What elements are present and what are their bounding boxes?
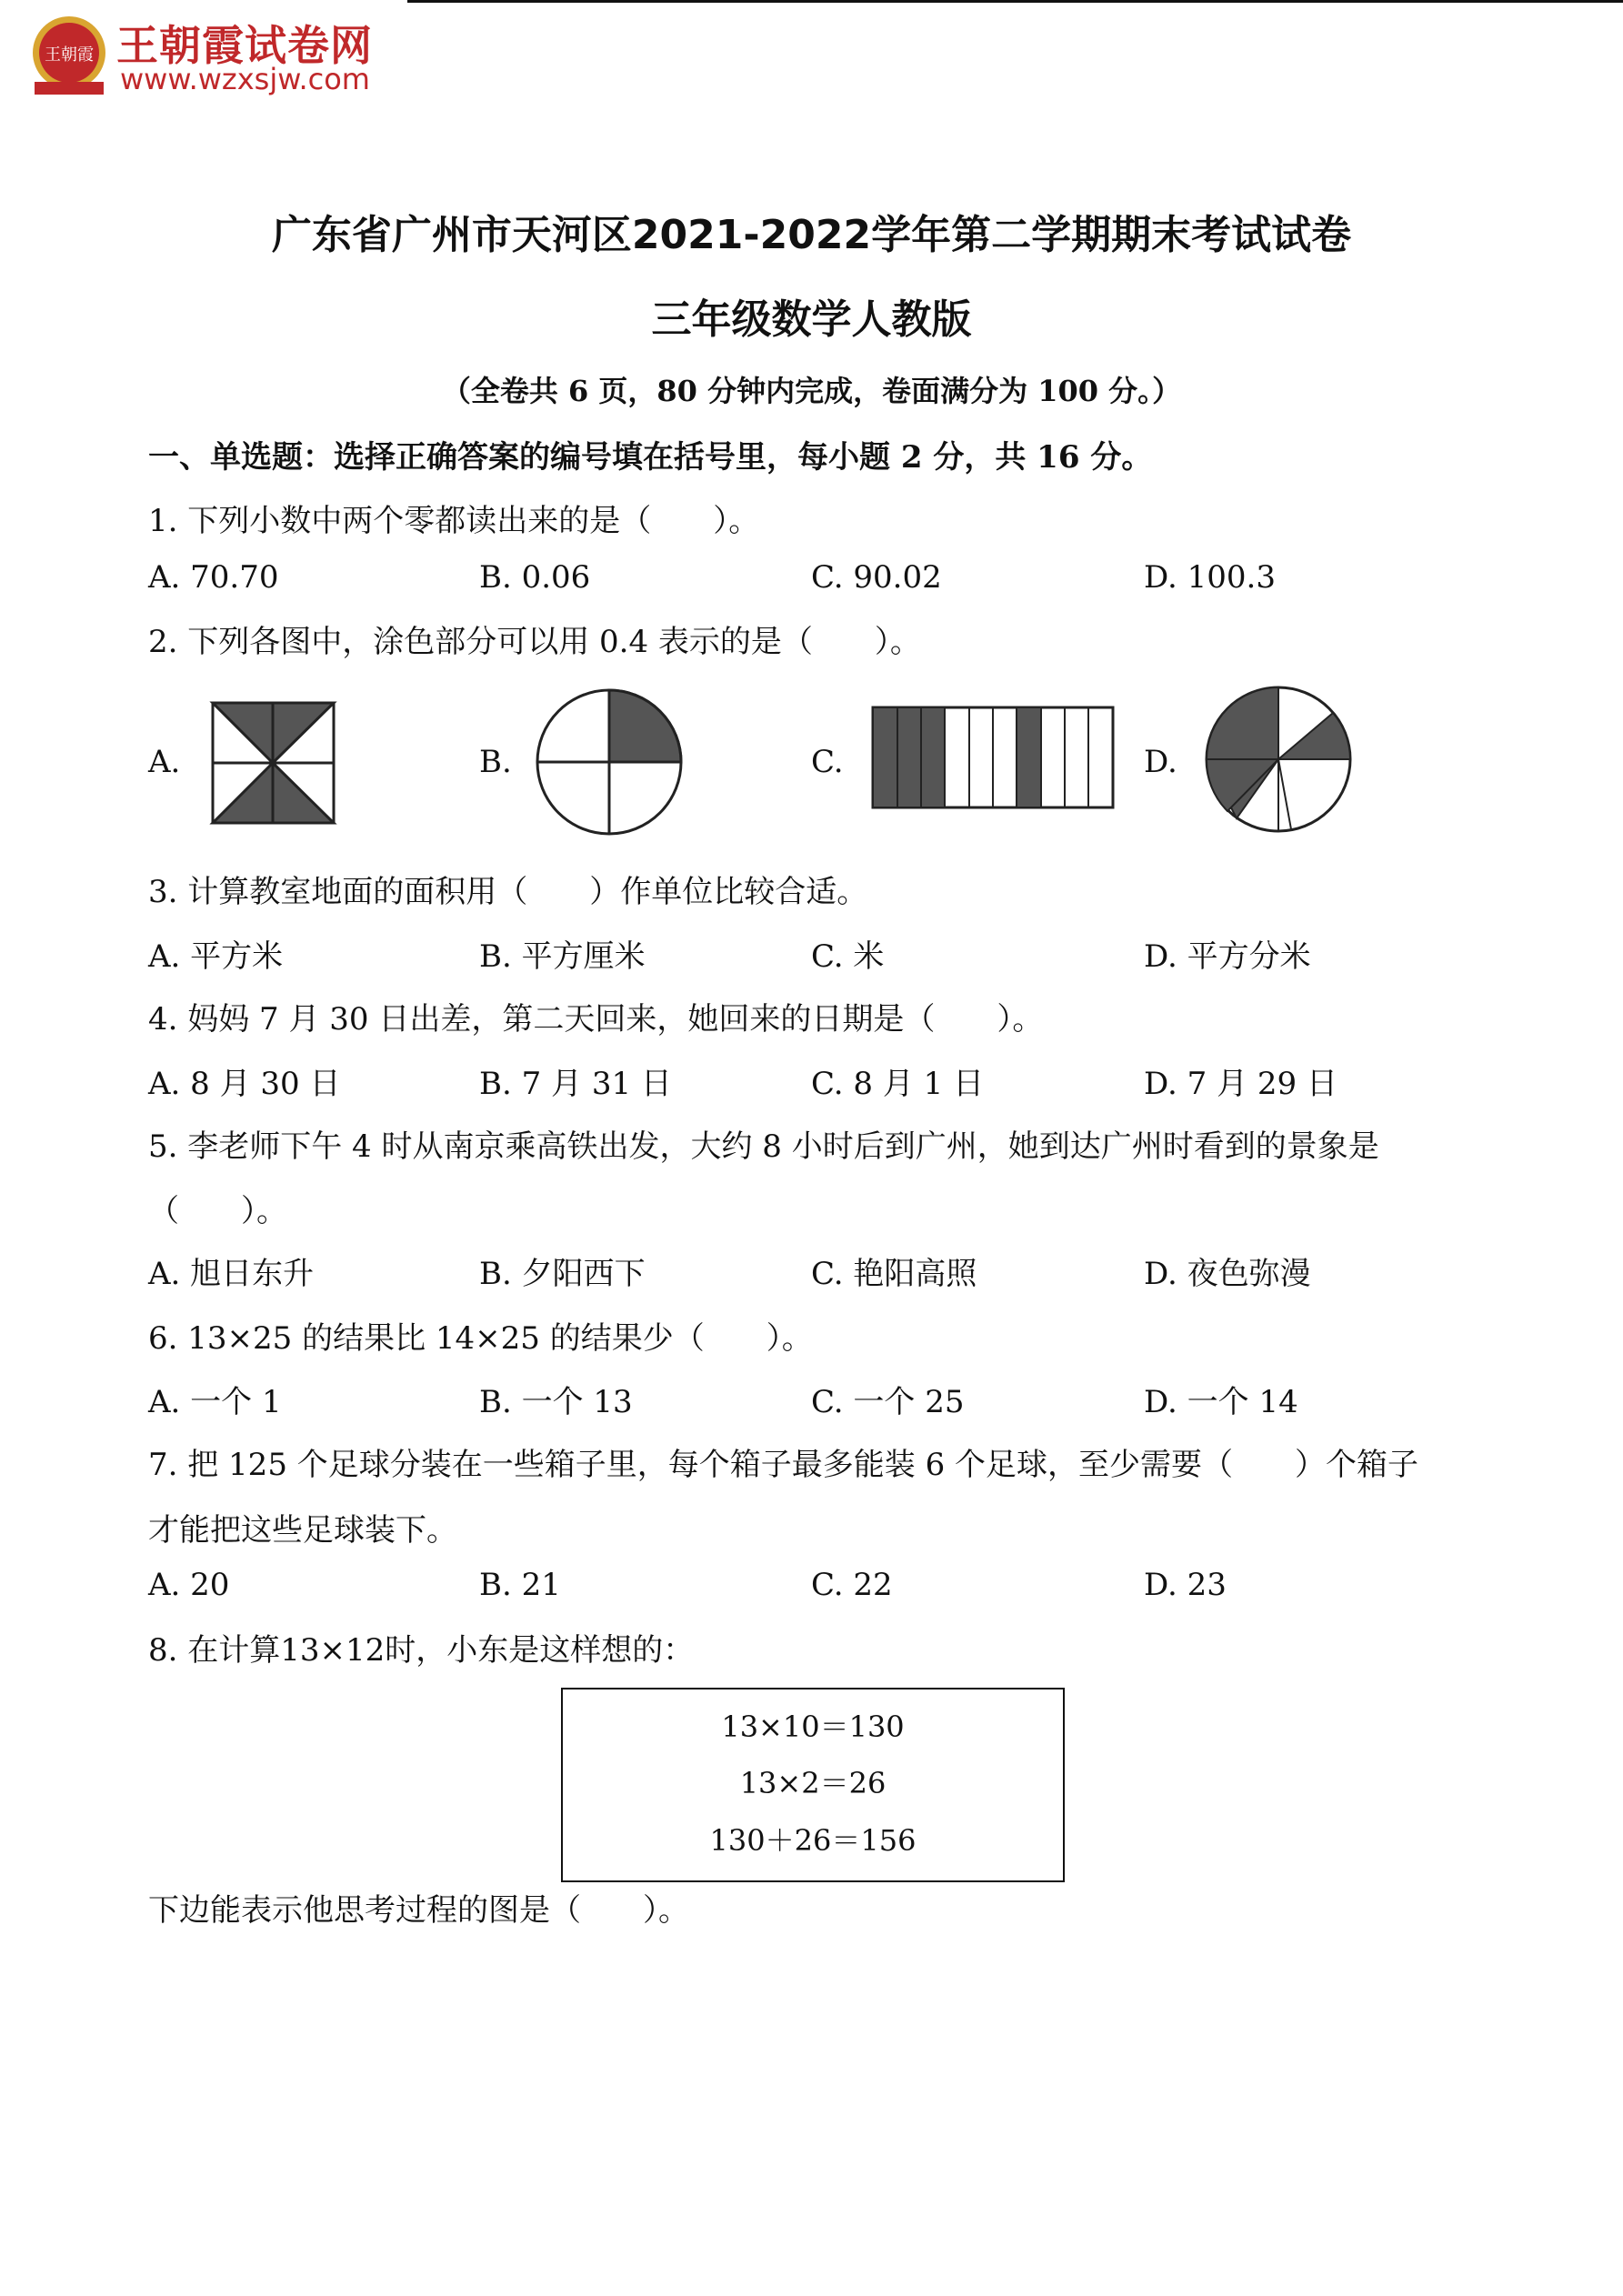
question-6: 6. 13×25 的结果比 14×25 的结果少（ ）。 [148, 1320, 813, 1357]
option: C. 米 [811, 938, 885, 975]
section-heading: 一、单选题：选择正确答案的编号填在括号里，每小题 2 分，共 16 分。 [148, 439, 1153, 476]
svg-text:王朝霞: 王朝霞 [45, 45, 94, 65]
calc-line: 13×2＝26 [739, 1766, 887, 1800]
exam-title: 广东省广州市天河区2021-2022学年第二学期期末考试试卷 [271, 212, 1352, 258]
option: D. 23 [1144, 1567, 1227, 1603]
logo-url[interactable]: www.wzxsjw.com [120, 62, 370, 96]
figure-a-square [213, 703, 334, 823]
exam-note: （全卷共 6 页，80 分钟内完成，卷面满分为 100 分。） [441, 374, 1182, 408]
option: B. 7 月 31 日 [479, 1066, 672, 1102]
option: B. [479, 744, 512, 780]
question-3: 3. 计算教室地面的面积用（ ）作单位比较合适。 [148, 874, 868, 910]
question-7: 7. 把 125 个足球分装在一些箱子里，每个箱子最多能装 6 个足球，至少需要（ ）个箱子 [148, 1447, 1419, 1483]
question-5-cont: （ ）。 [148, 1193, 287, 1229]
question-4: 4. 妈妈 7 月 30 日出差，第二天回来，她回来的日期是（ ）。 [148, 1001, 1044, 1038]
question-5: 5. 李老师下午 4 时从南京乘高铁出发，大约 8 小时后到广州，她到达广州时看到的景象是 [148, 1128, 1379, 1165]
option: A. 平方米 [148, 938, 284, 975]
option: C. 8 月 1 日 [811, 1066, 985, 1102]
option: C. 90.02 [811, 559, 942, 596]
option: A. 8 月 30 日 [148, 1066, 341, 1102]
option: B. 21 [479, 1567, 561, 1603]
option: C. 22 [811, 1567, 893, 1603]
exam-subtitle: 三年级数学人教版 [651, 296, 972, 343]
question-1: 1. 下列小数中两个零都读出来的是（ ）。 [148, 503, 760, 539]
option: A. 一个 1 [148, 1384, 282, 1420]
option: C. 一个 25 [811, 1384, 965, 1420]
figure-c-strips [873, 707, 1113, 807]
option: B. 0.06 [479, 559, 591, 596]
figure-d-circle [1207, 687, 1350, 831]
option: B. 一个 13 [479, 1384, 633, 1420]
option: A. [148, 744, 181, 780]
question-2: 2. 下列各图中，涂色部分可以用 0.4 表示的是（ ）。 [148, 624, 921, 660]
header-rule [407, 0, 1623, 3]
option: B. 夕阳西下 [479, 1256, 646, 1292]
figure-b-circle [537, 690, 681, 834]
question-8-prompt: 下边能表示他思考过程的图是（ ）。 [148, 1892, 689, 1929]
option: B. 平方厘米 [479, 938, 646, 975]
option: D. 夜色弥漫 [1144, 1256, 1311, 1292]
option: D. 100.3 [1144, 559, 1276, 596]
option: A. 旭日东升 [148, 1256, 315, 1292]
calculation-box [561, 1688, 1065, 1882]
option: C. 艳阳高照 [811, 1256, 977, 1292]
logo-name: 王朝霞试卷网 [116, 21, 373, 70]
question-8: 8. 在计算13×12时，小东是这样想的： [148, 1632, 695, 1669]
option: C. [811, 744, 844, 780]
logo-seal-icon [25, 7, 116, 98]
fraction-figures [0, 673, 1623, 855]
question-7-cont: 才能把这些足球装下。 [148, 1512, 457, 1549]
option: D. 平方分米 [1144, 938, 1311, 975]
option: D. 7 月 29 日 [1144, 1066, 1337, 1102]
calc-line: 13×10＝130 [721, 1709, 905, 1744]
option: D. 一个 14 [1144, 1384, 1298, 1420]
option: D. [1144, 744, 1177, 780]
option: A. 70.70 [148, 559, 279, 596]
calc-line: 130＋26＝156 [709, 1823, 917, 1858]
option: A. 20 [148, 1567, 230, 1603]
